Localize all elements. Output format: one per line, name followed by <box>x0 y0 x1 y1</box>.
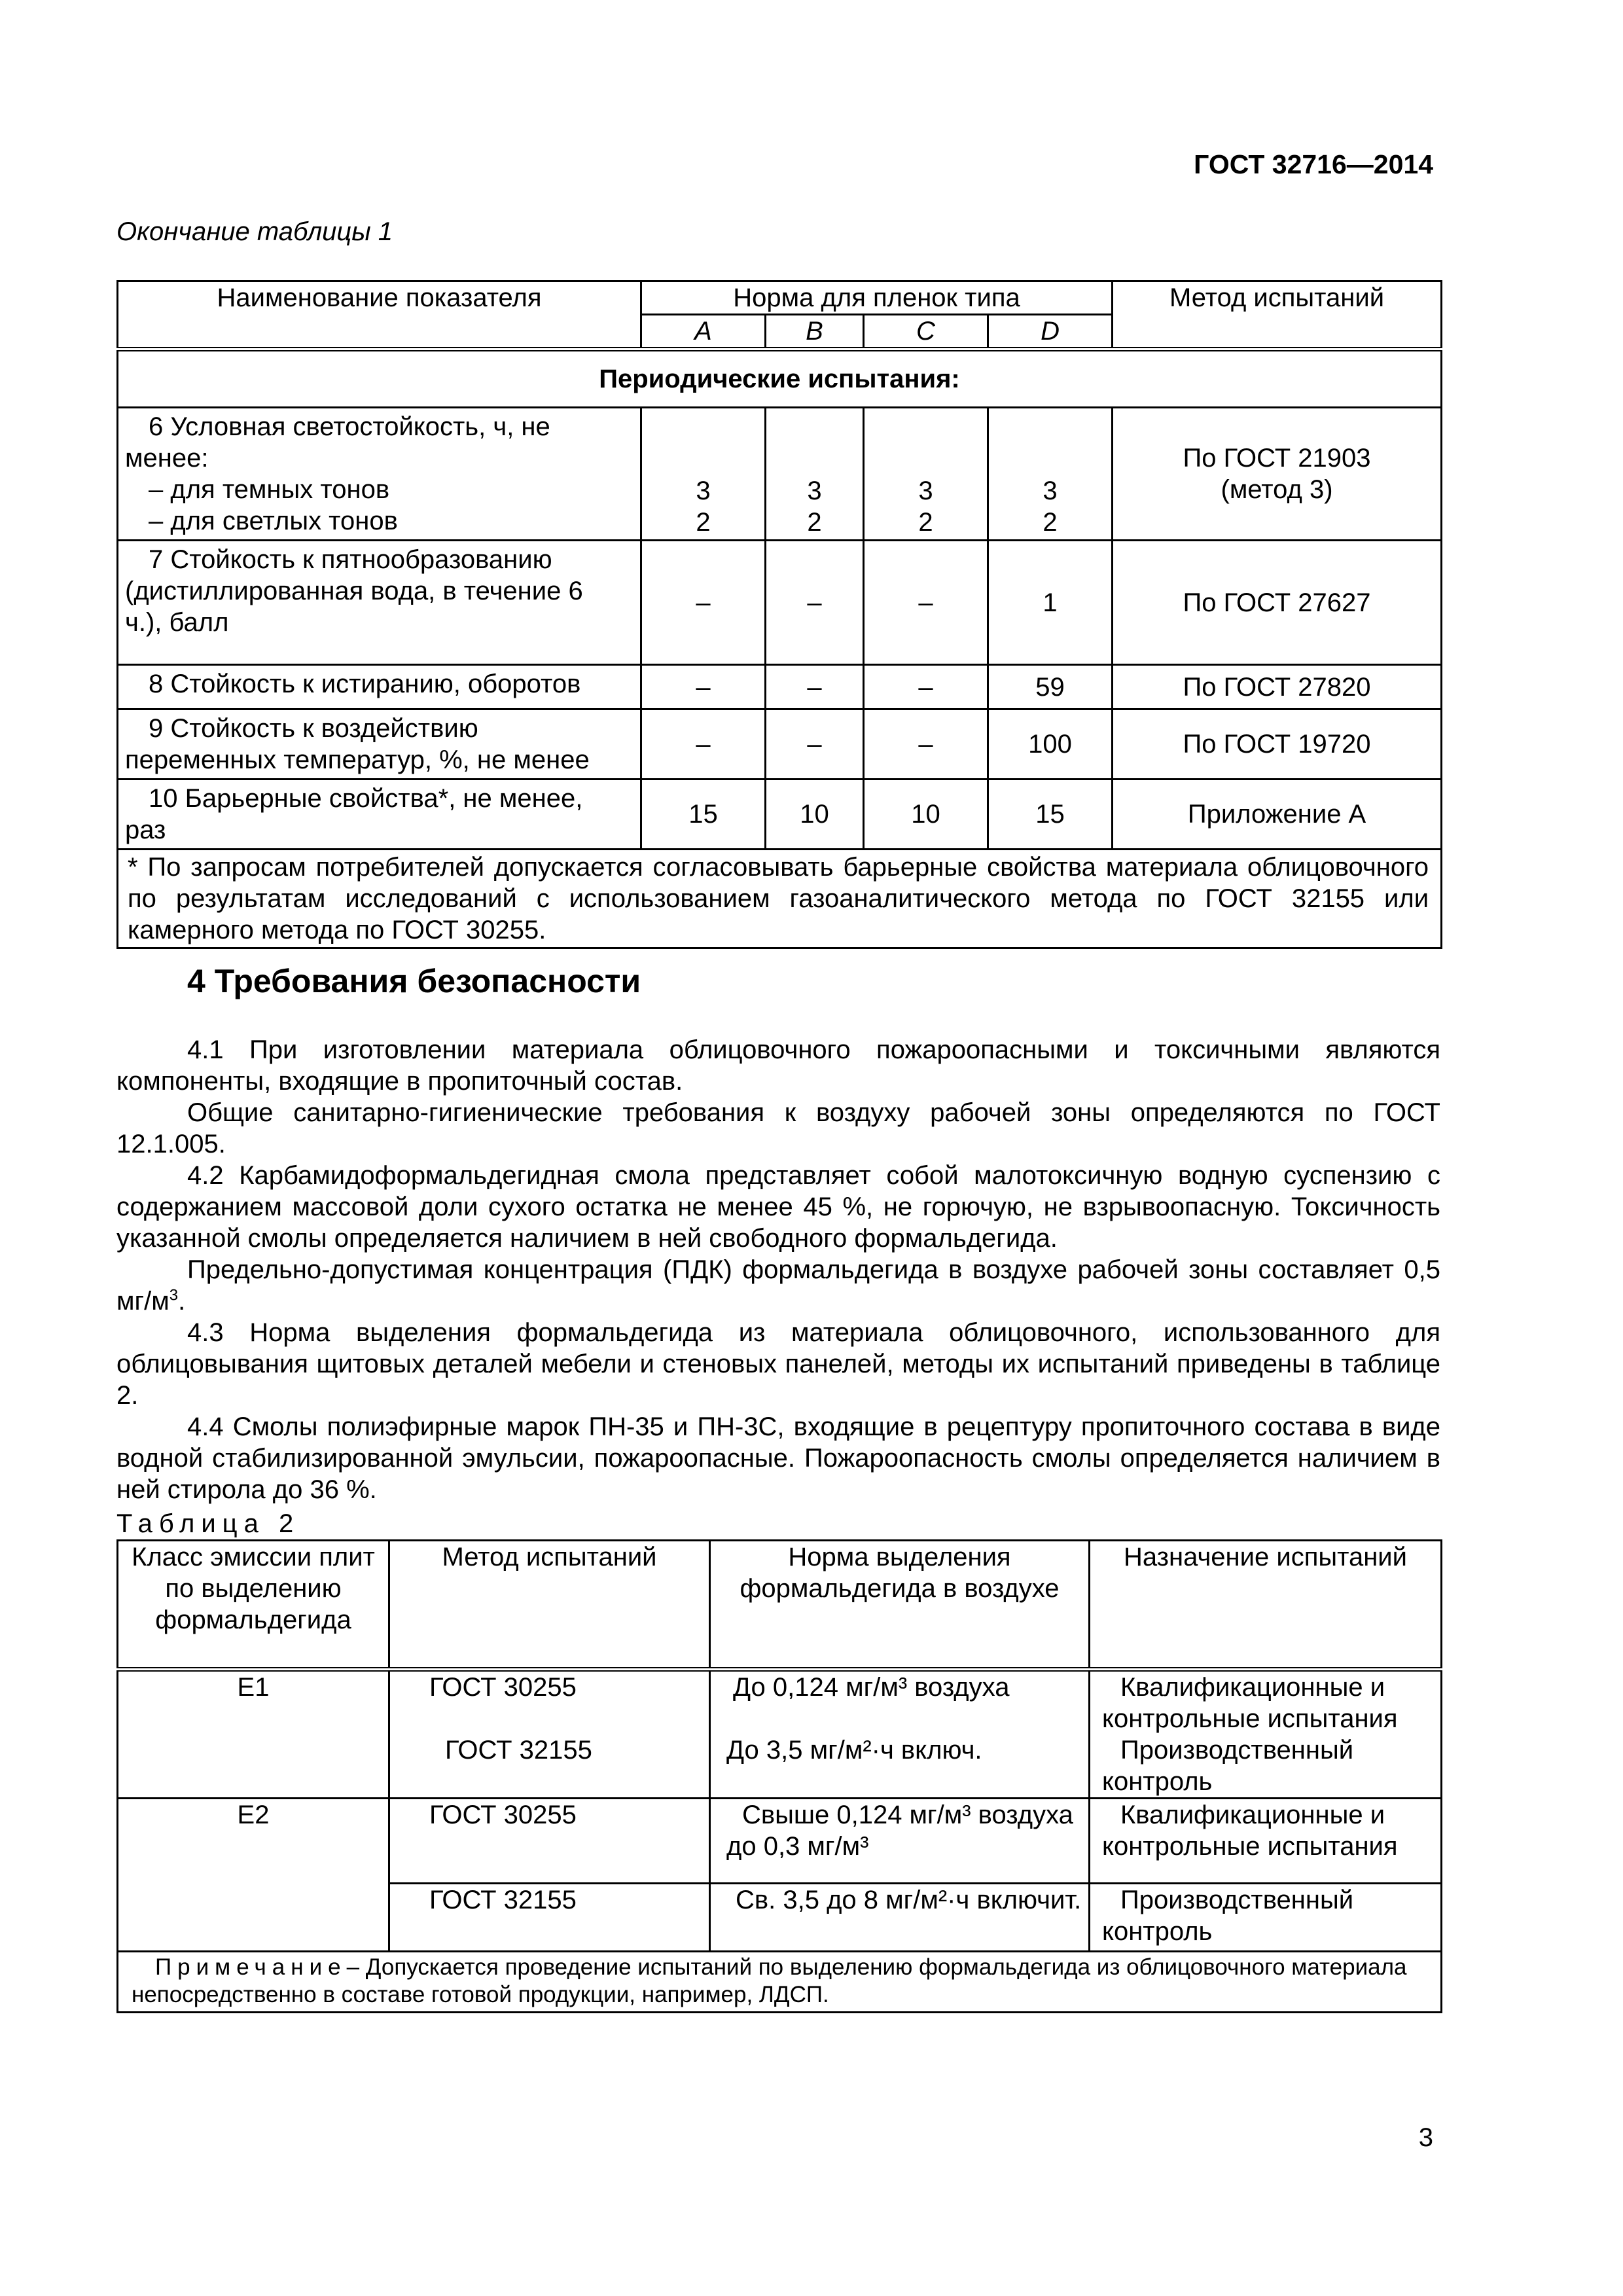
table-row <box>118 408 1442 541</box>
value-cell: – <box>641 665 766 709</box>
purpose-cell: Производственный контроль <box>1090 1884 1442 1952</box>
table1-caption: Окончание таблицы 1 <box>116 217 393 246</box>
value-cell: – <box>766 665 864 709</box>
row-name: 7 Стойкость к пятнообразованию (дистиллированная вода, в течение 6 ч.), балл <box>118 541 641 665</box>
table-2 <box>116 1539 1442 2013</box>
value-cell: 59 <box>988 665 1113 709</box>
value-cell: 1 <box>988 541 1113 665</box>
col-header-norm: Норма выделения формальдегида в воздухе <box>710 1541 1090 1670</box>
method-cell: Приложение А <box>1113 780 1442 850</box>
type-b: B <box>766 315 864 350</box>
value-cell: – <box>766 541 864 665</box>
value-cell: 10 <box>864 780 988 850</box>
table1-footnote: * По запросам потребителей допускается согласовывать барьерные свойства материала облицовочного по результатам исследований с использованием газоаналитического метода по ГОСТ 32155 или камерного метода по ГОСТ 30255. <box>118 850 1442 948</box>
norm-cell: Свыше 0,124 мг/м³ воздуха до 0,3 мг/м³ <box>710 1799 1090 1884</box>
col-header-name: Наименование показателя <box>118 281 641 350</box>
value-cell: – <box>766 709 864 780</box>
purpose-cell: Квалификационные и контрольные испытания Производственный контроль <box>1090 1670 1442 1799</box>
note-label: Примечание <box>155 1954 347 1980</box>
section-heading: 4 Требования безопасности <box>187 963 641 999</box>
col-header-class: Класс эмиссии плит по выделению формальдегида <box>118 1541 389 1670</box>
table-row <box>118 709 1442 780</box>
norm-cell: До 0,124 мг/м³ воздуха До 3,5 мг/м²·ч включ. <box>710 1670 1090 1799</box>
col-header-purpose: Назначение испытаний <box>1090 1541 1442 1670</box>
table-1 <box>116 280 1442 949</box>
table2-note <box>118 1952 1442 2013</box>
method-cell: По ГОСТ 27820 <box>1113 665 1442 709</box>
norm-cell: Св. 3,5 до 8 мг/м²·ч включит. <box>710 1884 1090 1952</box>
type-c: C <box>864 315 988 350</box>
method-cell: По ГОСТ 21903 (метод 3) <box>1113 408 1442 541</box>
value-cell: 3 2 <box>641 408 766 541</box>
paragraph: Общие санитарно-гигиенические требования к воздуху рабочей зоны определяются по ГОСТ 12.1.005. <box>116 1098 1440 1158</box>
value-cell: 15 <box>641 780 766 850</box>
row-name: 10 Барьерные свойства*, не менее, раз <box>118 780 641 850</box>
method-cell: ГОСТ 32155 <box>389 1884 710 1952</box>
paragraph: 4.3 Норма выделения формальдегида из материала облицовочного, использованного для облицовывания щитовых деталей мебели и стеновых панелей, методы их испытаний приведены в таблице 2. <box>116 1318 1440 1410</box>
table-row <box>118 541 1442 665</box>
table-row <box>118 665 1442 709</box>
paragraph: Предельно-допустимая концентрация (ПДК) формальдегида в воздухе рабочей зоны составляет 0,5 $мг/м^3$. <box>116 1255 1440 1316</box>
value-cell: 3 2 <box>988 408 1113 541</box>
type-d: D <box>988 315 1113 350</box>
value-cell: 3 2 <box>766 408 864 541</box>
table-row <box>118 1670 1442 1799</box>
row-name: 9 Стойкость к воздействию переменных температур, %, не менее <box>118 709 641 780</box>
method-cell: ГОСТ 30255 ГОСТ 32155 <box>389 1670 710 1799</box>
section-periodic-tests: Периодические испытания: <box>118 350 1442 408</box>
value-cell: – <box>641 709 766 780</box>
standard-number: ГОСТ 32716—2014 <box>1194 149 1433 179</box>
paragraph: 4.2 Карбамидоформальдегидная смола представляет собой малотоксичную водную суспензию с содержанием массовой доли сухого остатка не менее 45 %, не горючую, не взрывоопасную. Токсичность указанной смолы определяется наличием в ней свободного формальдегида. <box>116 1161 1440 1253</box>
table-row <box>118 1799 1442 1884</box>
col-header-method: Метод испытаний <box>1113 281 1442 350</box>
value-cell: – <box>864 665 988 709</box>
method-cell: ГОСТ 30255 <box>389 1799 710 1884</box>
paragraph: 4.4 Смолы полиэфирные марок ПН-35 и ПН-3С, входящие в рецептуру пропиточного состава в виде водной стабилизированной эмульсии, пожароопасные. Пожароопасность смолы определяется наличием в ней стирола до 36 %. <box>116 1412 1440 1504</box>
method-cell: По ГОСТ 27627 <box>1113 541 1442 665</box>
value-cell: – <box>641 541 766 665</box>
paragraph: 4.1 При изготовлении материала облицовочного пожароопасными и токсичными являются компоненты, входящие в пропиточный состав. <box>116 1035 1440 1096</box>
col-header-norm: Норма для пленок типа <box>641 281 1113 315</box>
emission-class: Е1 <box>118 1670 389 1799</box>
table-row <box>118 780 1442 850</box>
row-name: 8 Стойкость к истиранию, оборотов <box>118 665 641 709</box>
page-number: 3 <box>1418 2123 1433 2152</box>
table2-caption: Таблица 2 <box>116 1509 300 1538</box>
value-cell: – <box>864 541 988 665</box>
method-cell: По ГОСТ 19720 <box>1113 709 1442 780</box>
value-cell: 10 <box>766 780 864 850</box>
col-header-method: Метод испытаний <box>389 1541 710 1670</box>
row-name: 6 Условная светостойкость, ч, не менее: – для темных тонов – для светлых тонов <box>118 408 641 541</box>
section-body <box>116 1034 1440 1505</box>
purpose-cell: Квалификационные и контрольные испытания <box>1090 1799 1442 1884</box>
type-a: A <box>641 315 766 350</box>
value-cell: 3 2 <box>864 408 988 541</box>
value-cell: 100 <box>988 709 1113 780</box>
emission-class: Е2 <box>118 1799 389 1952</box>
note-text: – Допускается проведение испытаний по выделению формальдегида из облицовочного материала непосредственно в составе готовой продукции, например, ЛДСП. <box>132 1954 1407 2007</box>
value-cell: 15 <box>988 780 1113 850</box>
value-cell: – <box>864 709 988 780</box>
